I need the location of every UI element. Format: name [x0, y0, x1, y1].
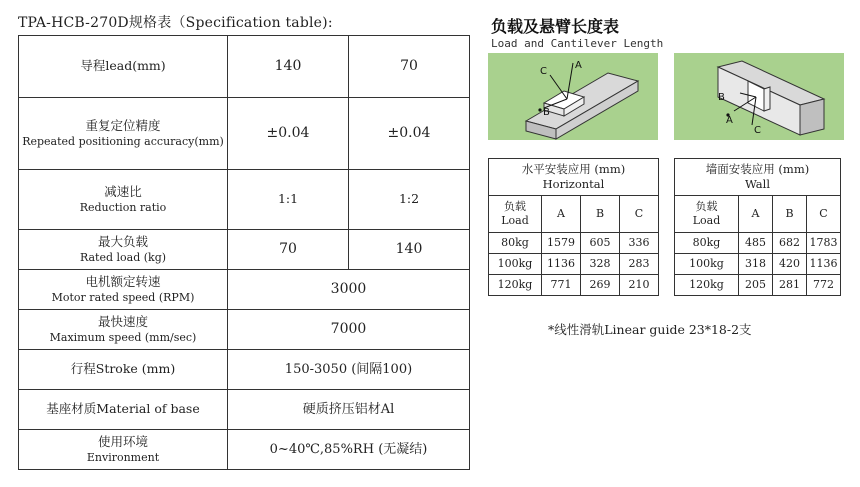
load-cell: 80kg	[489, 233, 542, 254]
spec-label-cn: 导程lead(mm)	[80, 58, 166, 74]
load-header-cn: 负载	[695, 199, 718, 213]
value-cell: 1783	[807, 233, 841, 254]
spec-label	[19, 230, 228, 270]
horizontal-column-headers	[489, 196, 659, 233]
column-header-a: A	[542, 196, 581, 233]
wall-title-cn: 墙面安装应用 (mm)	[705, 162, 810, 177]
spec-label-cn: 行程Stroke (mm)	[70, 361, 176, 377]
value-cell: 328	[581, 254, 620, 275]
spec-label	[19, 310, 228, 350]
spec-label	[19, 270, 228, 310]
spec-row-lead	[19, 36, 470, 98]
spec-label-en: Environment	[86, 450, 160, 464]
diagram-label-b: B	[543, 107, 550, 118]
value-cell: 281	[773, 275, 807, 296]
value-cell: 1136	[807, 254, 841, 275]
load-cell: 120kg	[675, 275, 739, 296]
value-cell: 420	[773, 254, 807, 275]
horizontal-mount-illustration	[488, 53, 658, 140]
horizontal-load-table	[488, 158, 659, 296]
spec-row-environment	[19, 430, 470, 470]
spec-label	[19, 98, 228, 170]
spec-value: 1:2	[349, 170, 470, 230]
column-header-b: B	[581, 196, 620, 233]
table-row	[675, 275, 841, 296]
horizontal-table-title	[489, 159, 659, 196]
spec-row-load	[19, 230, 470, 270]
spec-label-cn: 最快速度	[97, 313, 148, 329]
spec-label-en: Rated load (kg)	[79, 250, 167, 264]
value-cell: 336	[620, 233, 659, 254]
spec-row-ratio	[19, 170, 470, 230]
load-section-title: 负载及悬臂长度表	[491, 17, 620, 36]
spec-label-cn: 基座材质Material of base	[46, 401, 200, 417]
spec-label	[19, 170, 228, 230]
load-cell: 80kg	[675, 233, 739, 254]
spec-row-rpm	[19, 270, 470, 310]
wall-mount-diagram	[674, 53, 844, 140]
load-header-en: Load	[501, 214, 529, 227]
spec-label-en: Reduction ratio	[79, 200, 167, 214]
spec-label-en: Maximum speed (mm/sec)	[49, 330, 197, 344]
diagram-label-c: C	[540, 66, 547, 77]
diagram-label-b: B	[718, 92, 725, 103]
linear-guide-footnote: *线性滑轨Linear guide 23*18-2支	[548, 322, 752, 337]
value-cell: 205	[739, 275, 773, 296]
load-column-header	[489, 196, 542, 233]
horizontal-mount-diagram	[488, 53, 658, 140]
load-cell: 100kg	[489, 254, 542, 275]
spec-label-cn: 电机额定转速	[85, 273, 161, 289]
spec-value: 140	[349, 230, 470, 270]
value-cell: 1136	[542, 254, 581, 275]
spec-label	[19, 390, 228, 430]
wall-load-table	[674, 158, 841, 296]
horizontal-title-en: Horizontal	[542, 177, 605, 191]
value-cell: 682	[773, 233, 807, 254]
spec-value: 140	[228, 36, 349, 98]
load-cell: 120kg	[489, 275, 542, 296]
column-header-a: A	[739, 196, 773, 233]
table-row	[489, 275, 659, 296]
spec-label-cn: 重复定位精度	[85, 117, 161, 133]
spec-label-cn: 使用环境	[97, 433, 148, 449]
spec-label-cn: 减速比	[104, 183, 142, 199]
value-cell: 772	[807, 275, 841, 296]
spec-row-material	[19, 390, 470, 430]
value-cell: 269	[581, 275, 620, 296]
value-cell: 485	[739, 233, 773, 254]
spec-label	[19, 350, 228, 390]
value-cell: 210	[620, 275, 659, 296]
column-header-c: C	[807, 196, 841, 233]
value-cell: 318	[739, 254, 773, 275]
table-row	[675, 233, 841, 254]
spec-row-stroke	[19, 350, 470, 390]
wall-column-headers	[675, 196, 841, 233]
horizontal-title-cn: 水平安装应用 (mm)	[521, 162, 626, 177]
diagram-label-c: C	[754, 125, 761, 136]
spec-value: 硬质挤压铝材Al	[228, 390, 470, 430]
wall-title-en: Wall	[744, 177, 771, 191]
spec-value: 3000	[228, 270, 470, 310]
table-row	[489, 254, 659, 275]
spec-value: 7000	[228, 310, 470, 350]
value-cell: 771	[542, 275, 581, 296]
spec-value: 1:1	[228, 170, 349, 230]
value-cell: 605	[581, 233, 620, 254]
spec-label-cn: 最大负载	[97, 233, 148, 249]
spec-value: ±0.04	[349, 98, 470, 170]
wall-table-title	[675, 159, 841, 196]
spec-label	[19, 430, 228, 470]
value-cell: 1579	[542, 233, 581, 254]
value-cell: 283	[620, 254, 659, 275]
spec-label-en: Motor rated speed (RPM)	[51, 290, 195, 304]
diagram-label-a: A	[726, 115, 733, 126]
spec-row-accuracy	[19, 98, 470, 170]
spec-table	[18, 35, 470, 470]
wall-mount-illustration	[674, 53, 844, 140]
load-column-header	[675, 196, 739, 233]
spec-row-speed	[19, 310, 470, 350]
column-header-b: B	[773, 196, 807, 233]
spec-value: ±0.04	[228, 98, 349, 170]
spec-label	[19, 36, 228, 98]
spec-label-en: Repeated positioning accuracy(mm)	[22, 134, 224, 148]
spec-value: 0~40℃,85%RH (无凝结)	[228, 430, 470, 470]
load-cell: 100kg	[675, 254, 739, 275]
column-header-c: C	[620, 196, 659, 233]
spec-value: 150-3050 (间隔100)	[228, 350, 470, 390]
spec-table-title: TPA-HCB-270D规格表（Specification table):	[18, 15, 333, 31]
table-row	[675, 254, 841, 275]
horizontal-table-header	[489, 159, 659, 196]
spec-value: 70	[349, 36, 470, 98]
load-header-cn: 负载	[504, 199, 526, 213]
table-row	[489, 233, 659, 254]
wall-table-header	[675, 159, 841, 196]
diagram-label-a: A	[575, 60, 582, 71]
load-header-en: Load	[692, 214, 721, 227]
spec-value: 70	[228, 230, 349, 270]
load-section-subtitle: Load and Cantilever Length	[491, 37, 664, 50]
